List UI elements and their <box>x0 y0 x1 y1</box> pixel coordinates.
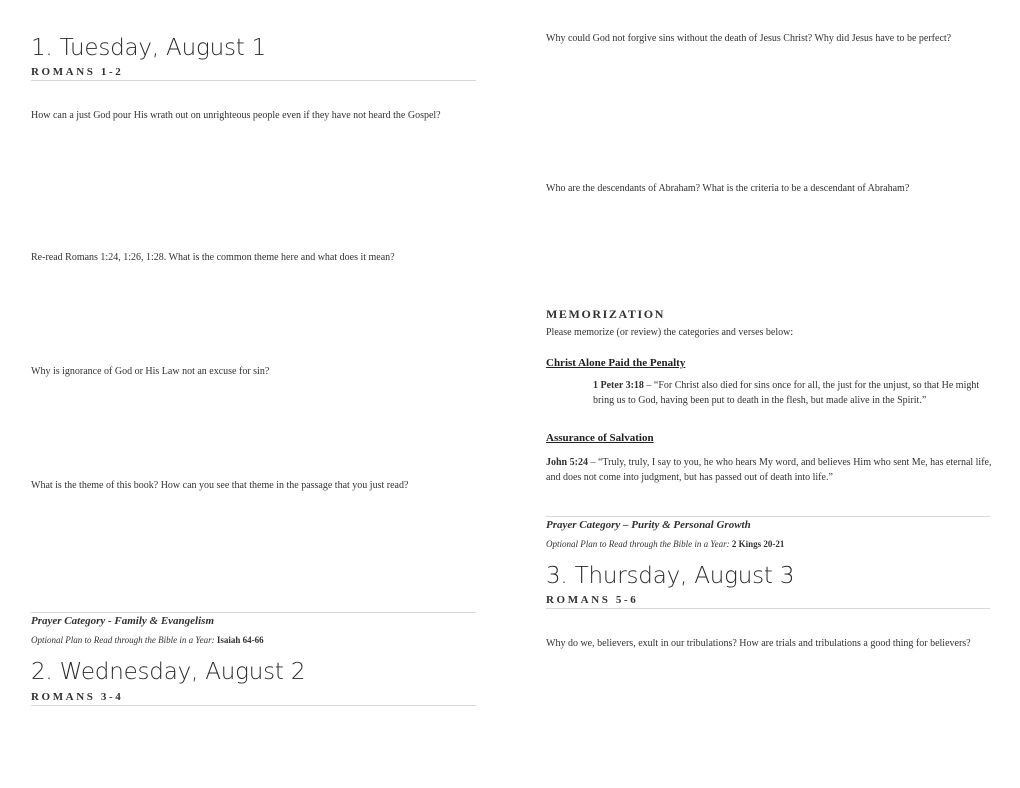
question-wrath: How can a just God pour His wrath out on unrighteous people even if they have not heard the Gospel? <box>31 110 441 121</box>
memory-verse-1-peter-text: – “For Christ also died for sins once for all, the just for the unjust, so that He might bring us to God, having been put to death in the flesh, but made alive in the Spirit.” <box>593 380 980 406</box>
day-3-divider <box>546 608 990 609</box>
memory-category-penalty: Christ Alone Paid the Penalty <box>546 357 686 369</box>
day-1-title: 1. Tuesday, August 1 <box>31 35 267 61</box>
memory-verse-1-peter-ref: 1 Peter 3:18 <box>593 380 644 391</box>
prayer-category-2: Prayer Category – Purity & Personal Growth <box>546 519 751 531</box>
reading-plan-1-label: Optional Plan to Read through the Bible in a Year: <box>31 635 215 645</box>
prayer-1-divider <box>31 612 476 613</box>
day-2-divider <box>31 705 476 706</box>
reading-plan-2-ref: 2 Kings 20-21 <box>731 539 785 549</box>
memory-verse-1-peter <box>593 378 985 408</box>
day-3-passage: ROMANS 5-6 <box>546 594 639 606</box>
day-1-divider <box>31 80 476 81</box>
day-2-title: 2. Wednesday, August 2 <box>31 659 306 685</box>
reading-plan-2 <box>546 539 784 549</box>
day-2-passage: ROMANS 3-4 <box>31 691 124 703</box>
reading-plan-1-ref: Isaiah 64-66 <box>216 635 264 645</box>
question-forgive-sins: Why could God not forgive sins without the death of Jesus Christ? Why did Jesus have to be perfect? <box>546 33 952 44</box>
question-common-theme: Re-read Romans 1:24, 1:26, 1:28. What is the common theme here and what does it mean? <box>31 252 395 263</box>
memory-verse-john <box>546 455 992 485</box>
question-abraham: Who are the descendants of Abraham? What is the criteria to be a descendant of Abraham? <box>546 183 910 194</box>
day-1-passage: ROMANS 1-2 <box>31 66 124 78</box>
reading-plan-1 <box>31 635 264 645</box>
memorization-intro: Please memorize (or review) the categories and verses below: <box>546 327 794 338</box>
memory-verse-john-ref: John 5:24 <box>546 457 588 468</box>
memory-verse-john-text: – “Truly, truly, I say to you, he who hears My word, and believes Him who sent Me, has eternal life, and does not come into judgment, but has passed out of death into life.” <box>546 457 992 483</box>
reading-plan-2-label: Optional Plan to Read through the Bible in a Year: <box>546 539 730 549</box>
question-ignorance: Why is ignorance of God or His Law not an excuse for sin? <box>31 366 270 377</box>
memorization-heading: MEMORIZATION <box>546 307 665 321</box>
prayer-2-divider <box>546 516 990 517</box>
memory-category-assurance: Assurance of Salvation <box>546 432 654 444</box>
day-3-title: 3. Thursday, August 3 <box>546 563 795 589</box>
prayer-category-1: Prayer Category - Family & Evangelism <box>31 615 215 627</box>
question-tribulations: Why do we, believers, exult in our tribulations? How are trials and tribulations a good thing for believers? <box>546 638 971 649</box>
question-book-theme: What is the theme of this book? How can you see that theme in the passage that you just read? <box>31 480 409 491</box>
